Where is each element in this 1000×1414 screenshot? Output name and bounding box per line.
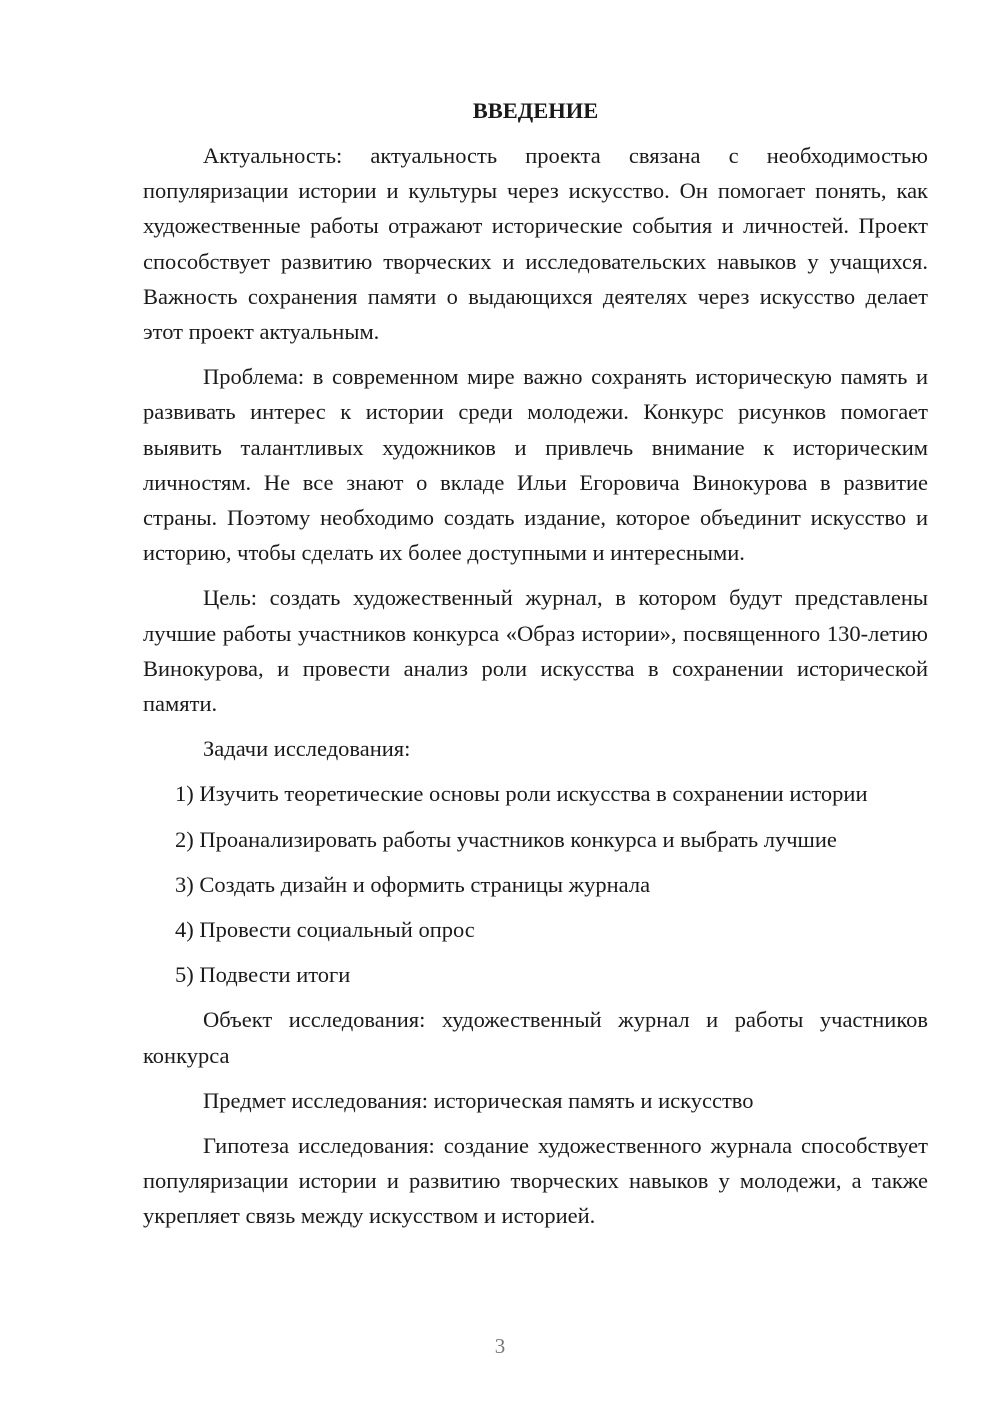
goal-paragraph: Цель: создать художественный журнал, в котором будут представлены лучшие работы участников конкурса «Образ истории», посвященного 130-летию Винокурова, и провести анализ роли искусства в сохранении исторической памяти. (143, 585, 928, 717)
subject-paragraph: Предмет исследования: историческая память и искусство (203, 1087, 754, 1113)
hypothesis-paragraph: Гипотеза исследования: создание художественного журнала способствует популяризации истории и развитию творческих навыков у молодежи, а также укрепляет связь между искусством и историей. (143, 1133, 928, 1229)
page-number: 3 (494, 1334, 506, 1358)
task-item-5: 5) Подвести итоги (175, 962, 351, 988)
tasks-title: Задачи исследования: (203, 736, 411, 762)
document-page (143, 96, 928, 1244)
object-paragraph: Объект исследования: художественный журнал и работы участников конкурса (143, 1007, 928, 1068)
task-item-2: 2) Проанализировать работы участников конкурса и выбрать лучшие (175, 826, 837, 852)
relevance-paragraph: Актуальность: актуальность проекта связана с необходимостью популяризации истории и культуры через искусство. Он помогает понять, как художественные работы отражают исторические события и личностей. Проект способствует развитию творческих и исследовательских навыков у учащихся. Важность сохранения памяти о выдающихся деятелях через искусство делает этот проект актуальным. (143, 143, 928, 345)
task-item-1: 1) Изучить теоретические основы роли искусства в сохранении истории (175, 781, 868, 807)
problem-paragraph: Проблема: в современном мире важно сохранять историческую память и развивать интерес к истории среди молодежи. Конкурс рисунков помогает выявить талантливых художников и привлечь внимание к историческим личностям. Не все знают о вкладе Ильи Егоровича Винокурова в развитие страны. Поэтому необходимо создать издание, которое объединит искусство и историю, чтобы сделать их более доступными и интересными. (143, 364, 928, 566)
page-title: ВВЕДЕНИЕ (472, 98, 599, 123)
task-item-4: 4) Провести социальный опрос (175, 917, 475, 943)
task-item-3: 3) Создать дизайн и оформить страницы журнала (175, 871, 651, 897)
